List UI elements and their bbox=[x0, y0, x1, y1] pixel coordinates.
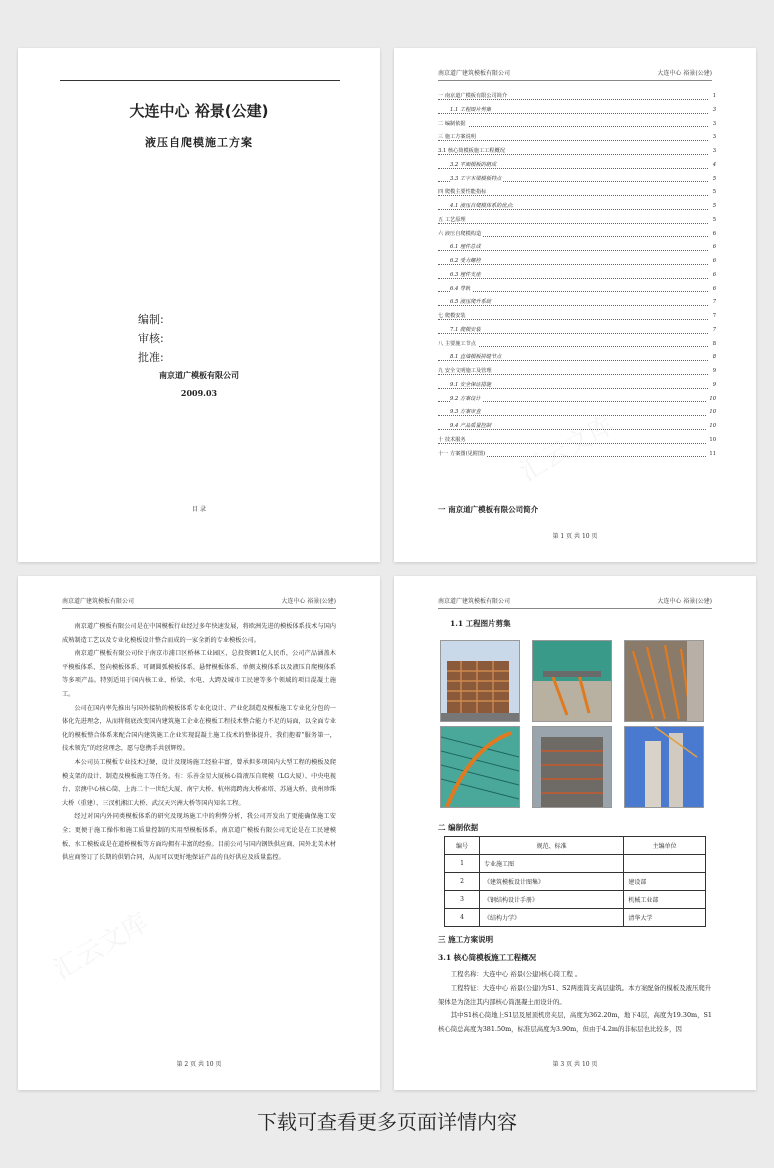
header-right: 大连中心 裕景(公建) bbox=[281, 598, 336, 605]
toc-entry-page: 11 bbox=[707, 448, 716, 462]
paragraph: 南京道广模板有限公司是在中国模板行业经过多年快速发展，将欧洲先进的模板体系技术与国内成熟制造工艺以及专业化模板设计整合而成的一家全新的专业模板公司。 bbox=[62, 623, 336, 644]
toc-leader bbox=[438, 305, 708, 306]
toc-leader bbox=[438, 346, 708, 347]
photos-heading: 1.1 工程图片剪集 bbox=[450, 619, 511, 628]
toc-entry-title: 9.4 产品质量控制 bbox=[450, 423, 492, 429]
table-cell: 1 bbox=[445, 855, 480, 873]
toc-entry-title: 一 南京道广模板有限公司简介 bbox=[438, 93, 508, 99]
paragraph: 工程名称：大连中心 裕景(公建)核心筒工程 。 bbox=[450, 970, 582, 978]
paragraph: 公司在国内率先推出与国外接轨的模板体系专业化设计、产业化制造及模板施工专业化分包的一体化先进理念，从而将彻底改变国内建筑施工企业在模板工程技术整合能力不足的局面，以全面专业化的模板整合体系来配合国内建筑施工企业实现混凝土施工技术的整体提升，我们抱着“服务第一，技术领先”的经营理念，愿与您携手共创辉煌。 bbox=[62, 704, 336, 753]
toc-page bbox=[394, 48, 756, 562]
toc-entry-page: 7 bbox=[711, 324, 716, 338]
toc-entry[interactable] bbox=[438, 186, 716, 200]
toc-entry-page: 5 bbox=[711, 186, 716, 200]
toc-label: 目 录 bbox=[192, 506, 206, 513]
toc-entry-title: 9.2 方案设计 bbox=[450, 395, 481, 402]
toc-entry[interactable] bbox=[438, 351, 716, 365]
table-cell: 清华大学 bbox=[624, 909, 706, 927]
page-footer: 第 2 页 共 10 页 bbox=[176, 1061, 222, 1068]
table-cell: 《建筑模板设计图集》 bbox=[480, 873, 624, 891]
toc-entry[interactable] bbox=[438, 338, 716, 352]
toc-entry[interactable] bbox=[438, 159, 716, 173]
cover-date: 2009.03 bbox=[180, 388, 218, 398]
toc-entry-page: 10 bbox=[707, 406, 716, 420]
construction-photo bbox=[532, 726, 612, 808]
table-cell bbox=[624, 855, 706, 873]
construction-photo bbox=[624, 640, 704, 722]
table-row bbox=[445, 891, 706, 909]
toc-leader bbox=[438, 250, 708, 251]
page-header bbox=[438, 596, 712, 609]
toc-leader bbox=[438, 360, 708, 361]
paragraph: 工程特征：大连中心 裕景(公建)为S1、S2两座筒支高层建筑。本方案配备的模板及液压爬升架体是为浇注其内部核心筒混凝土而设计的。 bbox=[438, 983, 712, 1006]
header-left: 南京道广建筑模板有限公司 bbox=[438, 70, 511, 77]
toc-entry-page: 6 bbox=[711, 228, 716, 242]
edit-label: 编制: bbox=[138, 313, 164, 326]
toc-entry-title: 6.3 埋件支座 bbox=[450, 271, 481, 278]
toc-entry-page: 10 bbox=[707, 434, 716, 448]
toc-entry-page: 10 bbox=[707, 393, 716, 407]
basis-heading: 二 编制依据 bbox=[438, 823, 479, 832]
toc-entry[interactable] bbox=[438, 365, 716, 379]
toc-entry[interactable] bbox=[438, 200, 716, 214]
toc-entry-page: 3 bbox=[711, 104, 716, 118]
cover-company: 南京道广模板有限公司 bbox=[159, 370, 239, 380]
table-cell: 3 bbox=[445, 891, 480, 909]
photo-grid bbox=[438, 638, 712, 810]
toc-entry-title: 6.1 埋件总成 bbox=[450, 244, 481, 251]
table-row bbox=[445, 873, 706, 891]
paragraph: 经过对国内外同类模板体系的研究及现场施工中的利弊分析，我公司开发出了更能确保施工安全；更便于施工操作和施工质量控制的实用型模板体系。南京道广模板有限公司无论是在工民建模板、水工模板或是在道桥模板等方面均拥有丰富的经验。目前公司与国内钢铁供应商、国外北美木材供应商签订了长期的供销合同，从而可以更好地保证产品的良好供应及质量监控。 bbox=[62, 813, 336, 862]
approve-label: 批准: bbox=[138, 351, 164, 364]
column-header: 主编单位 bbox=[624, 837, 706, 855]
toc-entry-title: 二 编制依据 bbox=[438, 120, 466, 127]
intro-page bbox=[18, 576, 380, 1090]
signature-block bbox=[138, 310, 164, 367]
toc-entry[interactable] bbox=[438, 241, 716, 255]
toc-entry[interactable] bbox=[438, 214, 716, 228]
download-caption[interactable]: 下载可查看更多页面详情内容 bbox=[257, 1110, 517, 1134]
toc-entry[interactable] bbox=[438, 131, 716, 145]
toc-leader bbox=[438, 319, 708, 320]
construction-photo bbox=[440, 726, 520, 808]
header-left: 南京道广建筑模板有限公司 bbox=[438, 598, 511, 605]
toc-entry-page: 8 bbox=[711, 351, 716, 365]
overview-body bbox=[438, 968, 712, 1037]
column-header: 规范、标准 bbox=[480, 837, 624, 855]
toc-entry-title: 6.2 受力螺栓 bbox=[450, 258, 481, 264]
toc-entry-title: 四 爬模主要性能指标 bbox=[438, 189, 487, 196]
toc-entry-page: 6 bbox=[711, 241, 716, 255]
toc-entry-title: 7.1 爬模安装 bbox=[450, 326, 481, 333]
construction-photo bbox=[440, 640, 520, 722]
table-row bbox=[445, 855, 706, 873]
toc-entry-page: 3 bbox=[711, 118, 716, 132]
cover-subtitle: 液压自爬模施工方案 bbox=[145, 136, 253, 149]
toc-entry[interactable] bbox=[438, 104, 716, 118]
section-heading: 一 南京道广模板有限公司简介 bbox=[438, 505, 539, 514]
toc-entry-title: 十一 方案图(见附图) bbox=[438, 450, 486, 457]
table-cell: 建设部 bbox=[624, 873, 706, 891]
paragraph: 本公司员工模板专业技术过硬，设计及现场施工经验丰富，曾承担多项国内大型工程的模板及爬模支架的设计、制造及模板施工等任务。有：乐善金星大厦核心筒液压自爬模（LG大厦）、中央电视台、京澳中心核心筒、上海二十一世纪大厦、南宁大桥、杭州湾跨海大桥索塔、苏通大桥、贵州珍珠大桥（重建）、三汊机湘江大桥、武汉天兴洲大桥等国内知名工程。 bbox=[62, 758, 336, 807]
cover-top-rule bbox=[60, 80, 340, 81]
toc-entry-title: 8.1 直墙模板拼缝节点 bbox=[450, 354, 502, 361]
toc-entry-title: 七 爬模安装 bbox=[438, 313, 466, 319]
toc-entry-page: 5 bbox=[711, 200, 716, 214]
toc-leader bbox=[438, 223, 708, 224]
toc-entry[interactable] bbox=[438, 296, 716, 310]
header-right: 大连中心 裕景(公建) bbox=[657, 70, 712, 77]
toc-leader bbox=[438, 140, 708, 141]
toc-entry[interactable] bbox=[438, 145, 716, 159]
table-cell: 《钢结构设计手册》 bbox=[480, 891, 624, 909]
toc-entry-title: 三 施工方案说明 bbox=[438, 134, 476, 141]
toc-leader bbox=[438, 291, 708, 292]
photos-page bbox=[394, 576, 756, 1090]
intro-body bbox=[62, 620, 336, 865]
construction-photo bbox=[532, 640, 612, 722]
toc-leader bbox=[438, 126, 708, 127]
review-label: 审核: bbox=[138, 332, 164, 345]
toc-entry-page: 3 bbox=[711, 145, 716, 159]
toc-entry-title: 4.1 液压自爬模体系的优点: bbox=[450, 203, 514, 209]
toc-entry-title: 6.5 液压爬升系统 bbox=[450, 299, 492, 306]
cover-title: 大连中心 裕景(公建) bbox=[129, 102, 269, 120]
page-header bbox=[62, 596, 336, 609]
watermark bbox=[46, 902, 155, 986]
paragraph: 其中S1核心筒地上S1层及屋顶机房夹层，高度为362.20m，地下4层，高度为19.30m，S1核心筒总高度为381.50m，标准层高度为3.90m，但由于4.2m的非标层也比较多，因 bbox=[438, 1011, 712, 1034]
toc-entry-page: 8 bbox=[711, 338, 716, 352]
toc-entry[interactable] bbox=[438, 118, 716, 132]
toc-entry-title: 6.4 导轨 bbox=[450, 285, 471, 292]
toc-entry[interactable] bbox=[438, 90, 716, 104]
table-header-row bbox=[445, 837, 706, 855]
toc-entry-page: 3 bbox=[711, 131, 716, 145]
toc-entry-title: 六 液压自爬模构造 bbox=[438, 230, 482, 237]
toc-entry-page: 1 bbox=[711, 90, 716, 104]
paragraph: 南京道广模板有限公司位于南京市浦口区桥林工业园区，总投资额1亿人民币，公司产品涵盖木平模板体系、竖向模板体系、可调圆弧模板体系、悬臂模板体系、单侧支模体系以及液压自爬模体系等多项产品。特别适用于国内核工业、桥梁、水电、大跨及城市工民建等多个领域的项目混凝土施工。 bbox=[62, 650, 336, 698]
toc-entry-title: 1.1 工程图片剪集 bbox=[450, 106, 492, 113]
page-footer: 第 1 页 共 10 页 bbox=[552, 533, 598, 540]
header-right: 大连中心 裕景(公建) bbox=[657, 598, 712, 605]
cover-page bbox=[18, 48, 380, 562]
toc-entry-page: 5 bbox=[711, 214, 716, 228]
construction-photo bbox=[624, 726, 704, 808]
table-of-contents bbox=[438, 90, 716, 461]
toc-entry-title: 八 主要施工节点 bbox=[438, 340, 476, 347]
section-heading: 三 施工方案说明 bbox=[438, 935, 494, 944]
toc-entry-page: 7 bbox=[711, 296, 716, 310]
toc-entry-page: 10 bbox=[707, 420, 716, 434]
toc-entry[interactable] bbox=[438, 173, 716, 187]
toc-entry-page: 6 bbox=[711, 269, 716, 283]
toc-entry[interactable] bbox=[438, 379, 716, 393]
toc-leader bbox=[438, 415, 708, 416]
basis-table bbox=[444, 836, 706, 927]
table-cell: 《结构力学》 bbox=[480, 909, 624, 927]
toc-entry[interactable] bbox=[438, 269, 716, 283]
toc-entry-title: 3.1 核心筒模板施工工程概况 bbox=[438, 148, 505, 154]
toc-entry-title: 3.2 平面模板的组成 bbox=[450, 161, 497, 168]
toc-entry[interactable] bbox=[438, 310, 716, 324]
toc-entry-page: 4 bbox=[711, 159, 716, 173]
toc-entry[interactable] bbox=[438, 228, 716, 242]
subsection-heading: 3.1 核心筒模板施工工程概况 bbox=[438, 953, 537, 962]
toc-entry-title: 十 技术服务 bbox=[438, 436, 466, 443]
header-left: 南京道广建筑模板有限公司 bbox=[62, 598, 135, 605]
toc-entry-title: 九 安全文明施工及管理 bbox=[438, 368, 492, 374]
toc-entry[interactable] bbox=[438, 255, 716, 269]
toc-entry[interactable] bbox=[438, 393, 716, 407]
toc-entry-title: 9.3 方案审查 bbox=[450, 409, 481, 416]
toc-entry[interactable] bbox=[438, 283, 716, 297]
toc-entry-page: 6 bbox=[711, 255, 716, 269]
toc-entry-title: 五 工艺原理 bbox=[438, 216, 466, 223]
table-cell: 专业施工图 bbox=[480, 855, 624, 873]
toc-entry-page: 9 bbox=[711, 365, 716, 379]
toc-entry-title: 9.1 安全保证措施 bbox=[450, 381, 492, 388]
toc-entry-page: 9 bbox=[711, 379, 716, 393]
table-cell: 4 bbox=[445, 909, 480, 927]
table-cell: 机械工业部 bbox=[624, 891, 706, 909]
column-header: 编号 bbox=[445, 837, 480, 855]
toc-entry[interactable] bbox=[438, 324, 716, 338]
toc-entry-page: 7 bbox=[711, 310, 716, 324]
page-header bbox=[438, 68, 712, 81]
toc-leader bbox=[438, 195, 708, 196]
toc-entry-page: 6 bbox=[711, 283, 716, 297]
table-cell: 2 bbox=[445, 873, 480, 891]
toc-entry-page: 5 bbox=[711, 173, 716, 187]
toc-entry-title: 3.3 工字木梁模板特点 bbox=[450, 175, 502, 182]
page-footer: 第 3 页 共 10 页 bbox=[552, 1061, 598, 1068]
table-row bbox=[445, 909, 706, 927]
